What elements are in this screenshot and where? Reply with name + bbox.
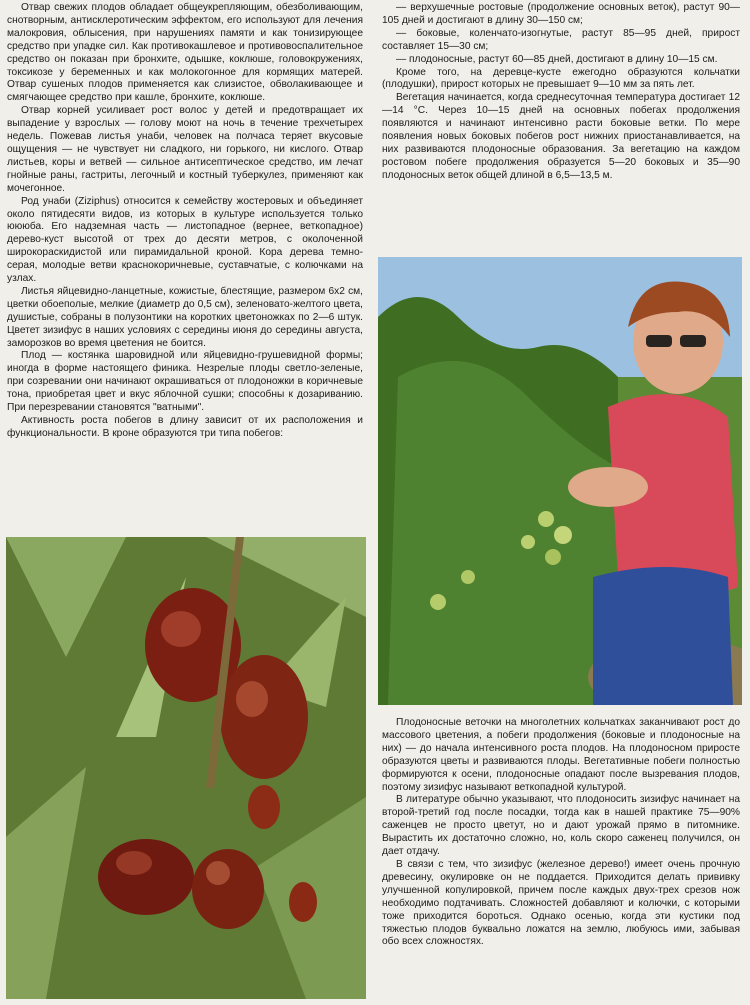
article-right-column-top (382, 2, 740, 183)
woman-with-jujube-bush-photo (378, 257, 742, 705)
fruit-photo-illustration (6, 537, 366, 999)
jujube-fruits-photo (6, 537, 366, 999)
paragraph: Отвар свежих плодов обладает общеукрепляющим, обезболивающим, снотворным, антисклеротическим эффектом, его используют для лечения малокровия, облысения, при нарушениях памяти и как тонизирующее средство при упадке сил. Как противокашлевое и противовоспалительное средство он показан при бронхите, одышке, коклюше, головокружениях, токсикозе у беременных и как молокогонное для кормящих матерей. Отвар сушеных плодов применяется как слизистое, обволакивающее и смягчающее средство при кашле, бронхите, коклюше. (7, 2, 363, 104)
list-item: — боковые, коленчато-изогнутые, растут 85—95 дней, прирост составляет 15—30 см; (382, 27, 740, 52)
paragraph: Плодоносные веточки на многолетних кольчатках заканчивают рост до массового цветения, а побеги продолжения (боковые и плодоносные на них) — до начала интенсивного роста плодов. На плодоносном приросте образуются цветы и развиваются плоды. Вегетативные побеги полностью формируются к осени, плодоносные опадают после вызревания плодов, поэтому зизифус называют веткопадной культурой. (382, 717, 740, 793)
paragraph: Листья яйцевидно-ланцетные, кожистые, блестящие, размером 6x2 см, цветки обоеполые, мелкие (диаметр до 0,5 см), зеленовато-желтого цвета, душистые, собраны в полузонтики на коротких цветоножках по 2—6 штук. Цветет зизифус в наших условиях с середины июня до середины августа, заморозков во время цветения не боится. (7, 285, 363, 349)
list-item: — верхушечные ростовые (продолжение основных веток), растут 90—105 дней и достигают в длину 30—150 см; (382, 2, 740, 26)
paragraph: В литературе обычно указывают, что плодоносить зизифус начинает на второй-третий год после посадки, тогда как в нашей практике 75—90% саженцев не просто цветут, но и дают урожай прямо в питомнике. Вырастить их достаточно сложно, но, коль скоро саженец получился, он дает отдачу. (382, 794, 740, 858)
article-left-column (7, 2, 363, 441)
paragraph: Род унаби (Ziziphus) относится к семейству жостеровых и объединяет около пятидесяти видов, из которых в культуре используется только юююба. Его надземная часть — листопадное (вернее, веткопадное) дерево-куст высотой от трех до десяти метров, с околоченной широкораскидистой или пирамидальной кроной. Кора дерева темно-серая, молодые ветви краснокоричневые, суставчатые, с колючками на узлах. (7, 195, 363, 285)
paragraph: Плод — костянка шаровидной или яйцевидно-грушевидной формы; иногда в форме настоящего финика. Незрелые плоды светло-зеленые, при созревании они начинают окрашиваться от плодоножки в коричневые тона, приобретая цвет и вкус яблочной сушки; способны к дозариванию. При перезревании становятся "ватными". (7, 350, 363, 414)
woman-photo-illustration (378, 257, 742, 705)
article-right-column-bottom (382, 717, 740, 949)
paragraph: Кроме того, на деревце-кусте ежегодно образуются кольчатки (плодушки), прирост которых не превышает 9—10 мм за пять лет. (382, 66, 740, 91)
paragraph: Вегетация начинается, когда среднесуточная температура достигает 12—14 °С. Через 10—15 дней на основных побегах продолжения появляются и начинают интенсивно расти боковые ветки. По мере появления новых боковых побегов рост нижних приостанавливается, на них развиваются плодоносные образования. За вегетацию на каждом ростовом побеге продолжения образуется 5—20 боковых и 35—90 плодоносных веток общей длиной в 6,5—13,5 м. (382, 92, 740, 181)
paragraph: Активность роста побегов в длину зависит от их расположения и функциональности. В кроне образуются три типа побегов: (7, 415, 363, 439)
list-item: — плодоносные, растут 60—85 дней, достигают в длину 10—15 см. (396, 53, 718, 65)
paragraph: В связи с тем, что зизифус (железное дерево!) имеет очень прочную древесину, окулировке он не поддается. Приходится делать прививку улучшенной копулировкой, причем после каждых двух-трех срезов нож необходимо подтачивать. Сложностей добавляют и колючки, с которыми тоже приходится бороться. Однако осенью, когда эти кустики под тяжестью плодов буквально ложатся на землю, любуюсь ими, забывая обо всех сложностях. (382, 858, 740, 948)
paragraph: Отвар корней усиливает рост волос у детей и предотвращает их выпадение у взрослых — голову моют на ночь в течение трехчетырех недель. Пожевав листья унаби, человек на полчаса теряет вкусовые ощущения — не чувствует ни сладкого, ни горького, ни кислого. Отвар листьев, коры и ветвей — сильное антисептическое средство, им лечат гнойные раны, гастриты, легочный и костный туберкулез, применяют как мочегонное. (7, 105, 363, 194)
